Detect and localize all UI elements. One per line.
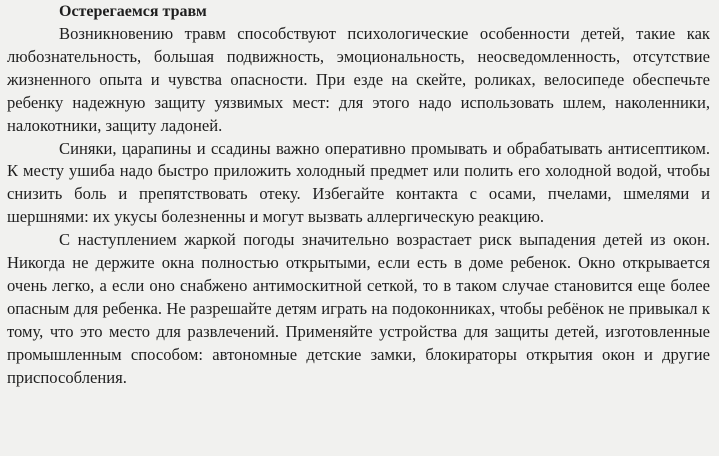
paragraph-injuries: Возникновению травм способствуют психологические особенности детей, такие как любознательность, большая подвижность, эмоциональность, неосведомленность, отсутствие жизненного опыта и чувства опасности. При езде на скейте, роликах, велосипеде обеспечьте ребенку надежную защиту уязвимых мест: для этого надо использовать шлем, наколенники, налокотники, защиту ладоней. — [7, 24, 710, 135]
paragraph-first-aid: Синяки, царапины и ссадины важно оперативно промывать и обрабатывать антисептиком. К месту ушиба надо быстро приложить холодный предмет или полить его холодной водой, чтобы снизить боль и препятствовать отеку. Избегайте контакта с осами, пчелами, шмелями и шершнями: их укусы болезненны и могут вызвать аллергическую реакцию. — [7, 138, 710, 227]
document-title: Остерегаемся травм — [59, 3, 207, 20]
paragraph-window-safety: С наступлением жаркой погоды значительно возрастает риск выпадения детей из окон. Никогда не держите окна полностью открытыми, если есть в доме ребенок. Окно открывается очень легко, а если оно снабжено антимоскитной сеткой, то в таком случае становится еще более опасным для ребенка. Не разрешайте детям играть на подоконниках, чтобы ребёнок не привыкал к тому, что это место для развлечений. Применяйте устройства для защиты детей, изготовленные промышленным способом: автономные детские замки, блокираторы открытия окон и другие приспособления. — [7, 230, 710, 387]
